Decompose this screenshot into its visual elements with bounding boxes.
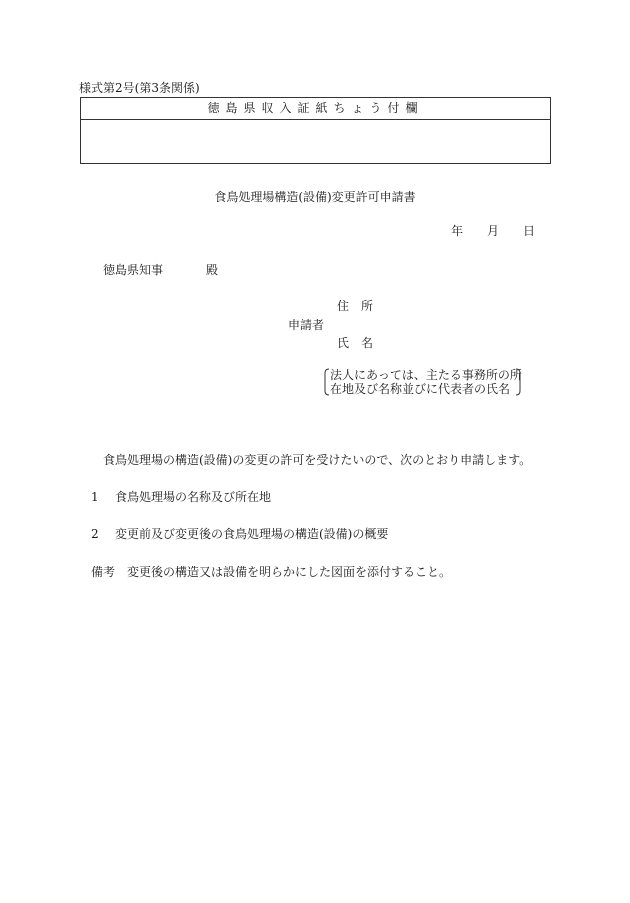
addressee-name: 徳島県知事 xyxy=(103,263,164,277)
stamp-box-header: 徳島県収入証紙ちょう付欄 xyxy=(81,98,550,120)
item-1-number: 1 xyxy=(91,490,99,504)
date-year-label: 年 xyxy=(451,224,464,238)
corporate-note xyxy=(324,368,521,396)
item-2-text: 変更前及び変更後の食鳥処理場の構造(設備)の概要 xyxy=(115,527,389,541)
body-text: 食鳥処理場の構造(設備)の変更の許可を受けたいので、次のとおり申請します。 xyxy=(103,453,532,467)
revenue-stamp-box xyxy=(80,97,551,164)
form-number: 様式第2号(第3条関係) xyxy=(79,81,200,95)
corporate-note-line-2: 在地及び名称並びに代表者の氏名 xyxy=(330,382,511,396)
remarks-label: 備考 xyxy=(91,565,116,579)
date-day-label: 日 xyxy=(523,224,536,238)
right-bracket-icon xyxy=(515,368,521,396)
remarks-text: 変更後の構造又は設備を明らかにした図面を添付すること。 xyxy=(127,565,452,579)
name-label: 氏 名 xyxy=(337,336,374,350)
document-title: 食鳥処理場構造(設備)変更許可申請書 xyxy=(214,190,416,204)
applicant-label: 申請者 xyxy=(288,318,325,332)
date-month-label: 月 xyxy=(487,224,500,238)
corporate-note-line-1: 法人にあっては、主たる事務所の所 xyxy=(330,368,522,382)
item-2-number: 2 xyxy=(91,527,99,541)
addressee-honorific: 殿 xyxy=(206,263,219,277)
address-label: 住 所 xyxy=(337,299,374,313)
item-1-text: 食鳥処理場の名称及び所在地 xyxy=(115,490,272,504)
